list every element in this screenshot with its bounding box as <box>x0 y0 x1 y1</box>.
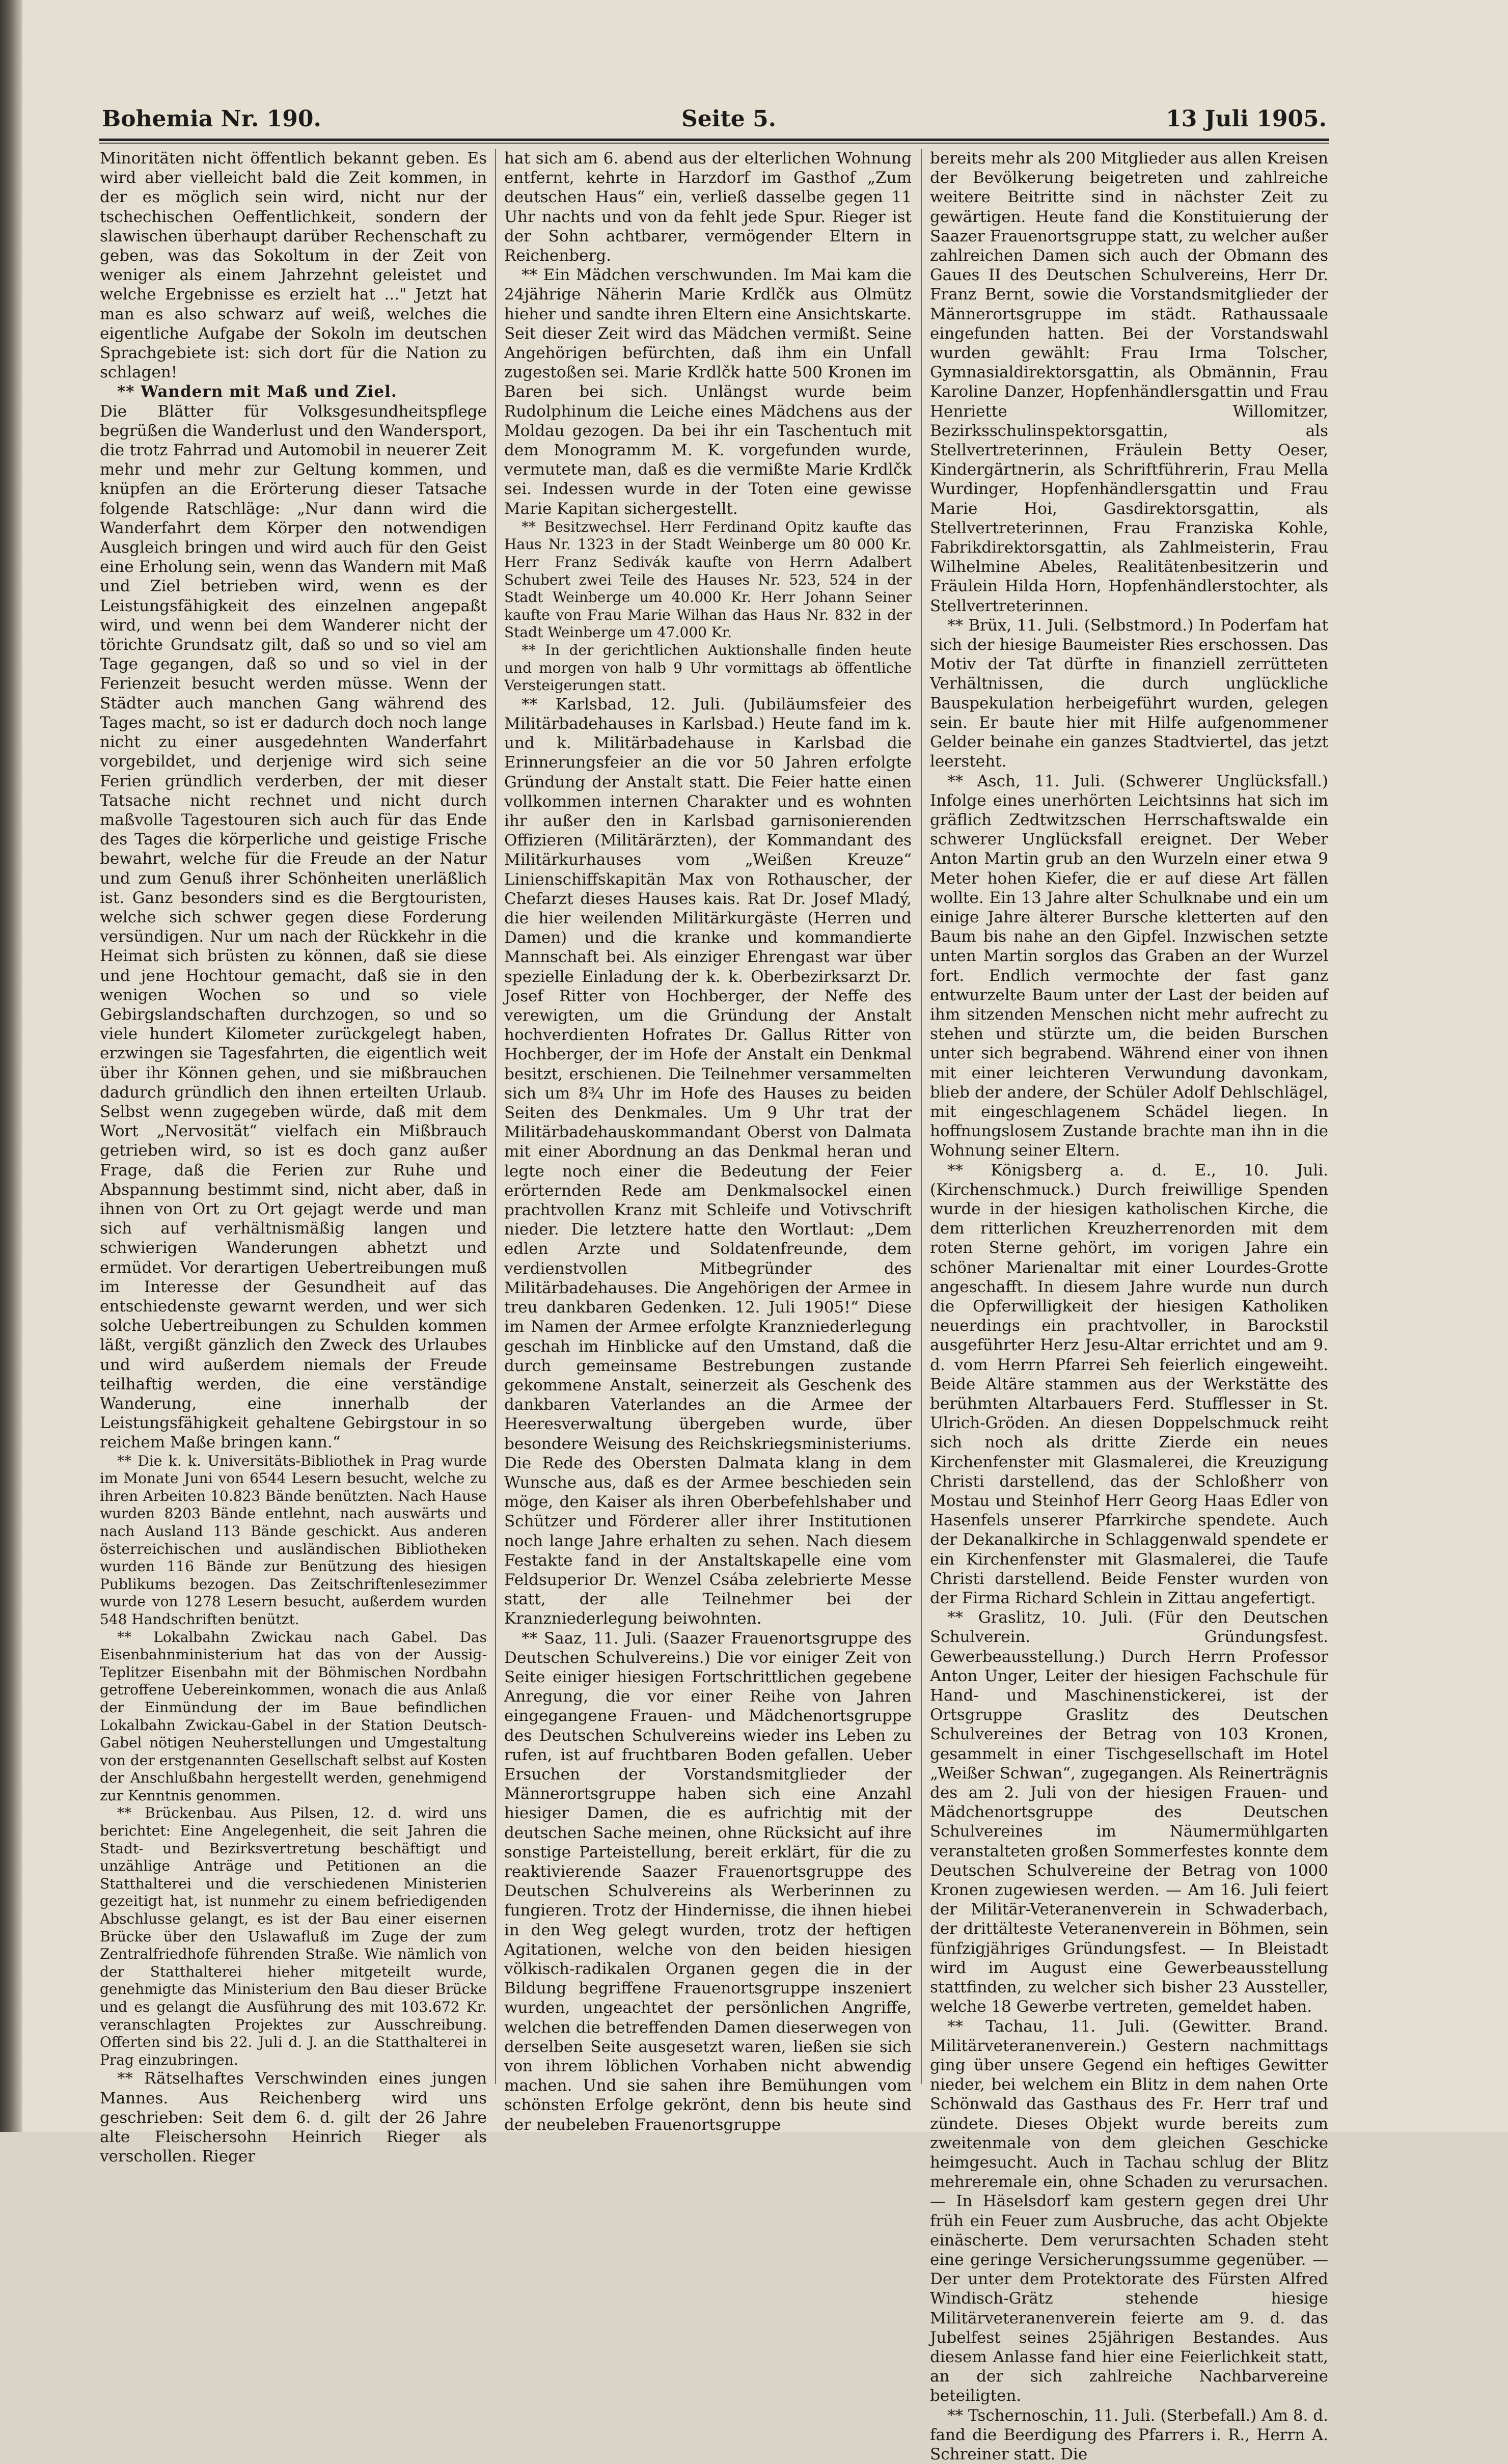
article-sokol-end: Minoritäten nicht öffentlich bekannt geben. Es wird aber vielleicht bald die Zeit kommen, in der es möglich sein wird, nicht nur der tschechischen Oeffentlichkeit, sondern der slawischen überhaupt darüber Rechenschaft zu geben, was das Sokoltum in der Zeit von weniger als einem Jahrzehnt geleistet und welche Ergebnisse es erzielt hat ..." Jetzt hat man es also schwarz auf weiß, welches die eigentliche Aufgabe der Sokoln im deutschen Sprachgebiete ist: sich dort für die Nation zu schlagen! <box>100 149 487 382</box>
article-brux: ** Brüx, 11. Juli. (Selbstmord.) In Poderfam hat sich der hiesige Baumeister Ries erschossen. Das Motiv der Tat dürfte in finanziell zerrütteten Verhältnissen, die durch unglückliche Bauspekulation herbeigeführt wurden, gelegen sein. Er baute hier mit Hilfe aufgenommener Gelder beinahe ein ganzes Stadtviertel, das jetzt leersteht. <box>930 616 1328 771</box>
page-header <box>102 106 1327 141</box>
article-karlsbad: ** Karlsbad, 12. Juli. (Jubiläumsfeier des Militärbadehauses in Karlsbad.) Heute fand im k. und k. Militärbadehause in Karlsbad die Erinnerungsfeier an die vor 50 Jahren erfolgte Gründung der Anstalt statt. Die Feier hatte einen vollkommen internen Charakter und es wohnten ihr außer den in Karlsbad garnisonierenden Offizieren (Militärärzten), der Kommandant des Militärkurhauses vom „Weißen Kreuze“ Linienschiffskapitän Max von Rothauscher, der Chefarzt dieses Hauses kais. Rat Dr. Josef Mladý, die hier weilenden Militärkurgäste (Herren und Damen) und die kranke und kommandierte Mannschaft bei. Als einziger Ehrengast war über spezielle Einladung der k. k. Oberbezirksarzt Dr. Josef Ritter von Hochberger, der Neffe des verewigten, um die Gründung der Anstalt hochverdienten Hofrates Dr. Gallus Ritter von Hochberger, der im Hofe der Anstalt ein Denkmal besitzt, erschienen. Die Teilnehmer versammelten sich um 8¾ Uhr im Hofe des Hauses zu beiden Seiten des Denkmales. Um 9 Uhr trat der Militärbadehauskommandant Oberst von Dalmata mit einer Abordnung an das Denkmal heran und legte noch einer die Bedeutung der Feier erörternden Rede am Denkmalsockel einen prachtvollen Kranz mit Schleife und Votivschrift nieder. Die letztere hatte den Wortlaut: „Dem edlen Arzte und Soldatenfreunde, dem verdienstvollen Mitbegründer des Militärbadehauses. Die Angehörigen der Armee in treu dankbaren Gedenken. 12. Juli 1905!“ Diese im Namen der Armee erfolgte Kranzniederlegung geschah im Hinblicke auf den Umstand, daß die durch gemeinsame Bestrebungen zustande gekommene Anstalt, seinerzeit als Geschenk des dankbaren Vaterlandes an die Armee der Heeresverwaltung übergeben wurde, über besondere Weisung des Reichskriegsministeriums. Die Rede des Obersten Dalmata klang in dem Wunsche aus, daß es der Armee beschieden sein möge, den Kaiser als ihren Oberbefehlshaber und Schützer und Förderer aller ihrer Institutionen noch lange Jahre erhalten zu sehen. Nach diesem Festakte fand in der Anstaltskapelle eine vom Feldsuperior Dr. Wenzel Csába zelebrierte Messe statt, der alle Teilnehmer bei der Kranzniederlegung beiwohnten. <box>504 695 912 1628</box>
article-graslitz: ** Graslitz, 10. Juli. (Für den Deutschen Schulverein. Gründungsfest. Gewerbeausstellung.) Durch Herrn Professor Anton Unger, Leiter der hiesigen Fachschule für Hand- und Maschinenstickerei, ist der Ortsgruppe Graslitz des Deutschen Schulvereines der Betrag von 103 Kronen, gesammelt in einer Tischgesellschaft im Hotel „Weißer Schwan“, zugegangen. Als Reinerträgnis des am 2. Juli von der hiesigen Frauen- und Mädchenortsgruppe des Deutschen Schulvereines im Näumermühlgarten veranstalteten großen Sommerfestes konnte dem Deutschen Schulvereine der Betrag von 1000 Kronen zugewiesen werden. — Am 16. Juli feiert der Militär-Veteranenverein in Schwaderbach, der drittälteste Veteranenverein in Böhmen, sein fünfzigjähriges Gründungsfest. — In Bleistadt wird im August eine Gewerbeausstellung stattfinden, zu welcher sich bisher 23 Aussteller, welche 18 Gewerbe vertreten, gemeldet haben. <box>930 1608 1328 2016</box>
column-separator-1 <box>495 149 496 2084</box>
column-separator-2 <box>921 149 922 2084</box>
article-auktionshalle: ** In der gerichtlichen Auktionshalle finden heute und morgen von halb 9 Uhr vormittags ab öffentliche Versteigerungen statt. <box>504 642 912 694</box>
article-lokalbahn: ** Lokalbahn Zwickau nach Gabel. Das Eisenbahnministerium hat das von der Aussig-Teplitzer Eisenbahn mit der Böhmischen Nordbahn getroffene Uebereinkommen, wonach die aus Anlaß der Einmündung der im Baue befindlichen Lokalbahn Zwickau-Gabel in der Station Deutsch-Gabel nötigen Neuherstellungen und Umgestaltung von der erstgenannten Gesellschaft selbst auf Kosten der Anschlußbahn hergestellt werden, genehmigend zur Kenntnis genommen. <box>100 1628 487 1804</box>
header-page-number: Seite 5. <box>681 106 777 132</box>
article-saaz-continued: bereits mehr als 200 Mitglieder aus allen Kreisen der Bevölkerung beigetreten und zahlreiche weitere Beitritte sind in nächster Zeit zu gewärtigen. Heute fand die Konstituierung der Saazer Frauenortsgruppe statt, zu welcher außer zahlreichen Damen sich auch der Obmann des Gaues II des Deutschen Schulvereins, Herr Dr. Franz Bernt, sowie die Vorstandsmitglieder der Männerortsgruppe im städt. Rathaussaale eingefunden hatten. Bei der Vorstandswahl wurden gewählt: Frau Irma Tolscher, Gymnasialdirektorsgattin, als Obmännin, Frau Karoline Danzer, Hopfenhändlersgattin und Frau Henriette Willomitzer, Bezirksschulinspektorsgattin, als Stellvertreterinnen, Fräulein Betty Oeser, Kindergärtnerin, als Schriftführerin, Frau Mella Wurdinger, Hopfenhändlersgattin und Frau Marie Hoi, Gasdirektorsgattin, als Stellvertreterinnen, Frau Franziska Kohle, Fabrikdirektorsgattin, als Zahlmeisterin, Frau Wilhelmine Abeles, Realitätenbesitzerin und Fräulein Hilda Horn, Hopfenhändlerstochter, als Stellvertreterinnen. <box>930 149 1328 615</box>
book-spine <box>0 0 22 2132</box>
article-wandern-body: Die Blätter für Volksgesundheitspflege begrüßen die Wanderlust und den Wandersport, die trotz Fahrrad und Automobil in neuerer Zeit mehr und mehr zur Geltung kommen, und knüpfen an die Erörterung dieser Tatsache folgende Ratschläge: „Nur dann wird die Wanderfahrt dem Körper den notwendigen Ausgleich bringen und wird auch für den Geist eine Erholung sein, wenn das Wandern mit Maß und Ziel betrieben wird, wenn es der Leistungsfähigkeit des einzelnen angepaßt wird, und wenn bei dem Wanderer nicht der törichte Grundsatz gilt, daß so und so viel am Tage gegangen, daß so und so viel in der Ferienzeit besucht werden müsse. Wenn der Städter auch manchen Gang während des Tages macht, so ist er dadurch doch noch lange nicht zu einer ausgedehnten Wanderfahrt vorgebildet, und derjenige wird sich seine Ferien gründlich verderben, der mit dieser Tatsache nicht rechnet und nicht durch maßvolle Tagestouren sich auch für das Ende des Tages die körperliche und geistige Frische bewahrt, welche für die Freude an der Natur und zum Genuß ihrer Schönheiten unerläßlich ist. Ganz besonders sind es die Bergtouristen, welche sich schwer gegen diese Forderung versündigen. Nur um nach der Rückkehr in die Heimat sich brüsten zu können, daß sie diese und jene Hochtour gemacht, daß sie in den wenigen Wochen so und so viele Gebirgslandschaften durchzogen, so und so viele hundert Kilometer zurückgelegt haben, erzwingen sie Tagesfahrten, die eigentlich weit über ihr Können gehen, und sie mißbrauchen dadurch gründlich den ihnen erteilten Urlaub. Selbst wenn zugegeben würde, daß mit dem Wort „Nervosität“ vielfach ein Mißbrauch getrieben wird, so ist es doch ganz außer Frage, daß die Ferien zur Ruhe und Abspannung bestimmt sind, nicht aber, daß in ihnen von Ort zu Ort gejagt werde und man sich auf verhältnismäßig langen und schwierigen Wanderungen abhetzt und ermüdet. Vor derartigen Uebertreibungen muß im Interesse der Gesundheit auf das entschiedenste gewarnt werden, und wer sich solche Uebertreibungen zu Schulden kommen läßt, vergißt gänzlich den Zweck des Urlaubes und wird außerdem niemals der Freude teilhaftig werden, die eine verständige Wanderung, eine innerhalb der Leistungsfähigkeit gehaltene Gebirgstour in so reichem Maße bringen kann.“ <box>100 402 487 1452</box>
article-rieger-continued: hat sich am 6. abend aus der elterlichen Wohnung entfernt, kehrte in Harzdorf im Gasthof „Zum deutschen Haus“ ein, verließ dasselbe gegen 11 Uhr nachts und von da fehlt jede Spur. Rieger ist der Sohn achtbarer, vermögender Eltern in Reichenberg. <box>504 149 912 265</box>
article-raetselhaftes-verschwinden: ** Rätselhaftes Verschwinden eines jungen Mannes. Aus Reichenberg wird uns geschrieben: Seit dem 6. d. gilt der 26 Jahre alte Fleischersohn Heinrich Rieger als verschollen. Rieger <box>100 2069 487 2166</box>
article-saaz: ** Saaz, 11. Juli. (Saazer Frauenortsgruppe des Deutschen Schulvereins.) Die vor einiger Zeit von Seite einiger hiesigen Fortschrittlichen gegebene Anregung, die vor einer Reihe von Jahren eingegangene Frauen- und Mädchenortsgruppe des Deutschen Schulvereins wieder ins Leben zu rufen, ist auf fruchtbaren Boden gefallen. Ueber Ersuchen der Vorstandsmitglieder der Männerortsgruppe haben sich eine Anzahl hiesiger Damen, die es aufrichtig mit der deutschen Sache meinen, ohne Rücksicht auf ihre sonstige Parteistellung, bereit erklärt, für die zu reaktivierende Saazer Frauenortsgruppe des Deutschen Schulvereins als Werberinnen zu fungieren. Trotz der Hindernisse, die ihnen hiebei in den Weg gelegt wurden, trotz der heftigen Agitationen, welche von den beiden hiesigen völkisch-radikalen Organen gegen die in der Bildung begriffene Frauenortsgruppe inszeniert wurden, ungeachtet der persönlichen Angriffe, welchen die betreffenden Damen dieserwegen von derselben Seite ausgesetzt waren, ließen sie sich von ihrem löblichen Vorhaben nicht abwendig machen. Und sie sahen ihre Bemühungen vom schönsten Erfolge gekrönt, denn bis heute sind der neubeleben Frauenortsgruppe <box>504 1629 912 2134</box>
header-rule-thin <box>99 143 1329 144</box>
article-brueckenbau: ** Brückenbau. Aus Pilsen, 12. d. wird uns berichtet: Eine Angelegenheit, die seit Jahren die Stadt- und Bezirksvertretung beschäftigt und unzählige Anträge und Petitionen an die Statthalterei und die verschiedenen Ministerien gezeitigt hat, ist nunmehr zu einem befriedigenden Abschlusse gelangt, es ist der Bau einer eisernen Brücke über den Uslawafluß im Zuge der zum Zentralfriedhofe führenden Straße. Wie nämlich von der Statthalterei hieher mitgeteilt wurde, genehmigte das Ministerium den Bau dieser Brücke und es gelangt die Ausführung des mit 103.672 Kr. veranschlagten Projektes zur Ausschreibung. Offerten sind bis 22. Juli d. J. an die Statthalterei in Prag einzubringen. <box>100 1804 487 2068</box>
article-tachau: ** Tachau, 11. Juli. (Gewitter. Brand. Militärveteranenverein.) Gestern nachmittags ging über unsere Gegend ein heftiges Gewitter nieder, bei welchem ein Blitz in dem nahen Orte Schönwald das Gasthaus des Fr. Herr traf und zündete. Dieses Objekt wurde bereits zum zweitenmale von dem gleichen Geschicke heimgesucht. Auch in Tachau schlug der Blitz mehreremale ein, ohne Schaden zu verursachen. — In Häselsdorf kam gestern gegen drei Uhr früh ein Feuer zum Ausbruche, das acht Objekte einäscherte. Dem verursachten Schaden steht eine geringe Versicherungssumme gegenüber. — Der unter dem Protektorate des Fürsten Alfred Windisch-Grätz stehende hiesige Militärveteranenverein feierte am 9. d. das Jubelfest seines 25jährigen Bestandes. Aus diesem Anlasse fand hier eine Feierlichkeit statt, an der sich zahlreiche Nachbarvereine beteiligten. <box>930 2017 1328 2405</box>
column-3 <box>930 149 1328 2463</box>
article-universitaets-bibliothek: ** Die k. k. Universitäts-Bibliothek in Prag wurde im Monate Juni von 6544 Lesern besucht, welche zu ihren Arbeiten 10.823 Bände benützten. Nach Hause wurden 8203 Bände entlehnt, nach auswärts und nach Ausland 113 Bände geschickt. Aus anderen österreichischen und ausländischen Bibliotheken wurden 116 Bände zur Benützung des hiesigen Publikums bezogen. Das Zeitschriftenlesezimmer wurde von 1278 Lesern besucht, außerdem wurden 548 Handschriften benützt. <box>100 1452 487 1628</box>
header-paper-number: Bohemia Nr. 190. <box>102 106 321 132</box>
article-koenigsberg: ** Königsberg a. d. E., 10. Juli. (Kirchenschmuck.) Durch freiwillige Spenden wurde in der hiesigen katholischen Kirche, die dem ritterlichen Kreuzherrenorden mit dem roten Sterne gehört, im vorigen Jahre ein schöner Marienaltar mit einer Lourdes-Grotte angeschafft. In diesem Jahre wurde nun durch die Opferwilligkeit der hiesigen Katholiken neuerdings ein prachtvoller, in Barockstil ausgeführter Herz Jesu-Altar errichtet und am 9. d. vom Herrn Pfarrei Seh feierlich eingeweiht. Beide Altäre stammen aus der Werkstätte des berühmten Altarbauers Ferd. Stufflesser in St. Ulrich-Gröden. An diesen Doppelschmuck reiht sich noch als dritte Zierde ein neues Kirchenfenster mit Glasmalerei, die Kreuzigung Christi darstellend, das der Schloßherr von Mostau und Steinhof Herr Georg Haas Edler von Hasenfels unserer Pfarrkirche spendete. Auch der Dekanalkirche in Schlaggenwald spendete er ein Kirchenfenster mit Glasmalerei, die Taufe Christi darstellend. Beide Fenster wurden von der Firma Richard Schlein in Zittau angefertigt. <box>930 1161 1328 1608</box>
article-asch: ** Asch, 11. Juli. (Schwerer Unglücksfall.) Infolge eines unerhörten Leichtsinns hat sich im gräflich Zedtwitzschen Herrschaftswalde ein schwerer Unglücksfall ereignet. Der Weber Anton Martin grub an den Wurzeln einer etwa 9 Meter hohen Kiefer, die er auf diese Art fällen wollte. Ein 13 Jahre alter Schulknabe und ein um einige Jahre älterer Bursche kletterten auf den Baum bis nahe an den Gipfel. Inzwischen setzte unten Martin sorglos das Graben an der Wurzel fort. Endlich vermochte der fast ganz entwurzelte Baum unter der Last der beiden auf ihm sitzenden Menschen nicht mehr aufrecht zu stehen und stürzte um, die beiden Burschen unter sich begrabend. Während einer von ihnen mit einer leichteren Verwundung davonkam, blieb der andere, der Schüler Adolf Dehlschlägel, mit eingeschlagenem Schädel liegen. In hoffnungslosem Zustande brachte man ihn in die Wohnung seiner Eltern. <box>930 772 1328 1160</box>
article-besitzwechsel: ** Besitzwechsel. Herr Ferdinand Opitz kaufte das Haus Nr. 1323 in der Stadt Weinberge um 80 000 Kr. Herr Franz Sedivák kaufte von Herrn Adalbert Schubert zwei Teile des Hauses Nr. 523, 524 in der Stadt Weinberge um 40.000 Kr. Herr Johann Seiner kaufte von Frau Marie Wilhan das Haus Nr. 832 in der Stadt Weinberge um 47.000 Kr. <box>504 518 912 641</box>
article-maedchen-verschwunden: ** Ein Mädchen verschwunden. Im Mai kam die 24jährige Näherin Marie Krdlčk aus Olmütz hieher und sandte ihren Eltern eine Ansichtskarte. Seit dieser Zeit wird das Mädchen vermißt. Seine Angehörigen befürchten, daß ihm ein Unfall zugestoßen sei. Marie Krdlčk hatte 500 Kronen im Baren bei sich. Unlängst wurde beim Rudolphinum die Leiche eines Mädchens aus der Moldau gezogen. Da bei ihr ein Taschentuch mit dem Monogramm M. K. vorgefunden wurde, vermutete man, daß es die vermißte Marie Krdlčk sei. Indessen wurde in der Toten eine gewisse Marie Kapitan sichergestellt. <box>504 266 912 518</box>
article-tschernoschin: ** Tschernoschin, 11. Juli. (Sterbefall.) Am 8. d. fand die Beerdigung des Pfarrers i. R., Herrn A. Schreiner statt. Die <box>930 2406 1328 2463</box>
header-rule <box>99 139 1329 141</box>
column-1 <box>100 149 487 2166</box>
header-date: 13 Juli 1905. <box>1166 106 1327 132</box>
column-2 <box>504 149 912 2134</box>
article-wandern-heading: ** Wandern mit Maß und Ziel. <box>117 382 397 401</box>
